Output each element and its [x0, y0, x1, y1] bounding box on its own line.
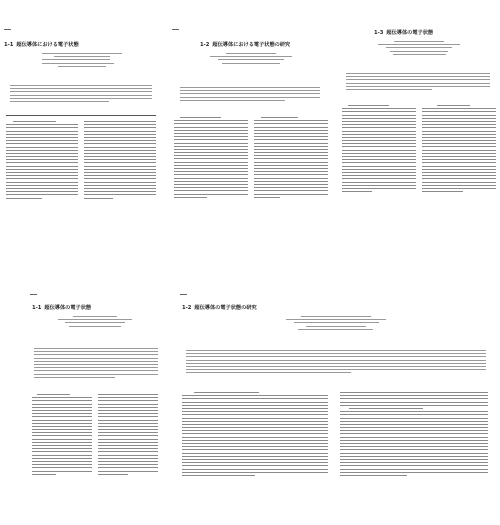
paper-title-text: 超伝導体の電子状態	[386, 30, 434, 36]
body-column-left	[174, 117, 248, 200]
paper-title	[4, 41, 79, 48]
paper-page-3	[338, 25, 498, 247]
paper-title	[182, 304, 257, 311]
paper-title	[200, 41, 290, 48]
paper-number: 1-1	[4, 42, 14, 48]
paper-number: 1-3	[374, 30, 384, 36]
body-column-right	[254, 117, 328, 200]
abstract-text	[346, 73, 490, 92]
paper-page-4	[30, 290, 160, 520]
section-tag	[172, 28, 179, 30]
separator-rule	[6, 115, 156, 116]
body-column-right	[422, 105, 496, 194]
body-column-left	[182, 392, 328, 478]
section-tag	[180, 293, 187, 295]
paper-page-2	[170, 25, 330, 247]
body-column-left	[6, 121, 78, 201]
author-block	[378, 41, 460, 57]
abstract-text	[10, 85, 152, 104]
abstract-text	[34, 348, 158, 380]
paper-title	[32, 304, 91, 311]
paper-title	[374, 29, 433, 36]
paper-number: 1-1	[32, 305, 42, 311]
paper-title-text: 超伝導体における電子状態の研究	[212, 42, 291, 48]
paper-page-5	[176, 290, 496, 520]
abstract-text	[186, 350, 486, 376]
paper-title-text: 超伝導体の電子状態の研究	[194, 305, 257, 311]
author-block	[286, 316, 386, 332]
paper-page-1	[2, 25, 160, 247]
abstract-text	[180, 87, 320, 103]
paper-title-text: 超伝導体の電子状態	[44, 305, 92, 311]
body-column-right	[84, 121, 156, 201]
author-block	[58, 316, 132, 329]
paper-number: 1-2	[200, 42, 210, 48]
body-column-left	[342, 105, 416, 194]
paper-number: 1-2	[182, 305, 192, 311]
author-block	[42, 53, 122, 69]
body-column-right	[340, 392, 488, 478]
section-tag	[30, 293, 37, 295]
body-column-left	[32, 394, 92, 477]
author-block	[210, 53, 292, 66]
section-tag	[4, 28, 11, 30]
paper-title-text: 超伝導体における電子状態	[16, 42, 79, 48]
body-column-right	[98, 394, 158, 477]
